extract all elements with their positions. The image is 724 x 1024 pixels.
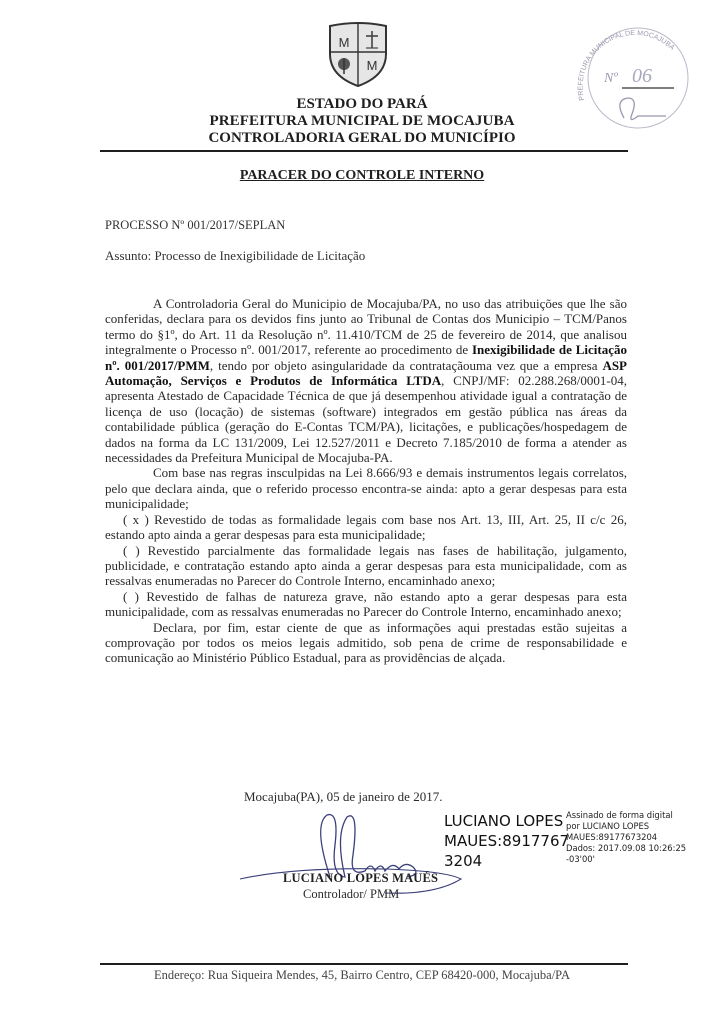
letterhead-prefecture: PREFEITURA MUNICIPAL DE MOCAJUBA (209, 113, 515, 129)
option-item: ( ) Revestido parcialmente das formalidade legais nas fases de habilitação, julgamento, publicidade, e contratação estando apto ainda a gerar despesas para esta municipalidade, com as ressalvas enumeradas no Parecer do Controle Interno, encaminhado anexo; (105, 542, 627, 589)
stamp-arc-text: PREFEITURA MUNICIPAL DE MOCAJUBA (577, 29, 676, 102)
municipal-crest-logo (322, 18, 394, 88)
stamp-number-label: Nº (604, 71, 618, 86)
checkbox-unchecked: ( ) (123, 542, 140, 558)
subject-line: Assunto: Processo de Inexigibilidade de Licitação (105, 248, 366, 263)
footer-address: Endereço: Rua Siqueira Mendes, 45, Bairro Centro, CEP 68420-000, Mocajuba/PA (153, 968, 571, 982)
paragraph-legal-basis: Com base nas regras insculpidas na Lei 8.666/93 e demais instrumentos legais correlatos, pelo que declara ainda, que o referido processo encontra-se ainda: apto a gerar despesas para esta municipalidade; (105, 465, 627, 512)
document-title: PARACER DO CONTROLE INTERNO (239, 168, 485, 183)
bold-company-name: ASP Automação, Serviços e Produtos de Informática LTDA (105, 357, 627, 389)
paragraph-final-declaration: Declara, por fim, estar ciente de que as informações aqui prestadas estão sujeitas a comprovação por todos os meios legais admitido, sob pena de crime de responsabilidade e comunicação ao Ministério Público Estadual, para as providências de alçada. (105, 619, 627, 666)
checkbox-checked: ( x ) (123, 511, 149, 527)
process-number: PROCESSO Nº 001/2017/SEPLAN (105, 218, 286, 232)
signer-name: LUCIANO LOPES MAUÉS (283, 871, 439, 885)
crest-letter-m-bottom: M (366, 58, 378, 73)
signer-role: Controlador/ PMM (303, 887, 400, 901)
paragraph-declaration: A Controladoria Geral do Municipio de Mocajuba/PA, no uso das atribuições que lhe são conferidas, declara para os devidos fins junto ao Tribunal de Contas dos Municipio – TCM/Panos termo do §1º, do Art. 11 da Resolução nº. 11.410/TCM de 25 de fevereiro de 2014, que analisou integralmente o Processo nº. 001/2017, referente ao procedimento de Inexigibilidade de Licitação nº. 001/2017/PMM, tendo por objeto asingularidade da contrataçãouma vez que a empresa ASP Automação, Serviços e Produtos de Informática LTDA, CNPJ/MF: 02.288.268/0001-04, apresenta Atestado de Capacidade Técnica de que já desempenhou atividade igual a contratação de licença de uso (locação) de sistemas (software) integrados em gestão pública nas áreas da contabilidade pública (geração do E-Contas TCM/PA), licitações, e publicações/hospedagem de dados na forma da LC 131/2009, Lei 12.527/2011 e Decreto 7.185/2010 de forma a atender as necessidades da Prefeitura Municipal de Mocajuba-PA. (105, 296, 628, 466)
letterhead-department: CONTROLADORIA GERAL DO MUNICÍPIO (208, 130, 516, 146)
checkbox-unchecked: ( ) (123, 588, 140, 604)
stamp-number-value: 06 (632, 65, 652, 87)
document-body (105, 296, 627, 666)
footer-divider (100, 963, 628, 965)
letterhead-state: ESTADO DO PARÁ (296, 96, 428, 112)
crest-letter-m-top: M (338, 35, 350, 50)
option-item: ( ) Revestido de falhas de natureza grave, não estando apto a gerar despesas para esta municipalidade, com as ressalvas enumeradas no Parecer do Controle Interno, encaminhado anexo; (105, 588, 627, 620)
header-divider (100, 150, 628, 152)
bold-procedure-reference: Inexigibilidade de Licitação nº. 001/2017/PMM (105, 342, 628, 373)
digital-signature-name: LUCIANO LOPES MAUES:8917767 3204 (444, 812, 570, 870)
date-line: Mocajuba(PA), 05 de janeiro de 2017. (244, 789, 443, 804)
option-item: ( x ) Revestido de todas as formalidade legais com base nos Art. 13, III, Art. 25, II c/c 26, estando apto ainda a gerar despesas para esta municipalidade; (105, 511, 627, 543)
digital-signature-details: Assinado de forma digital por LUCIANO LOPES MAUES:89177673204 Dados: 2017.09.08 10:26:25 -03'00' (566, 810, 687, 864)
svg-text:PREFEITURA MUNICIPAL DE MOCAJU (577, 30, 675, 101)
